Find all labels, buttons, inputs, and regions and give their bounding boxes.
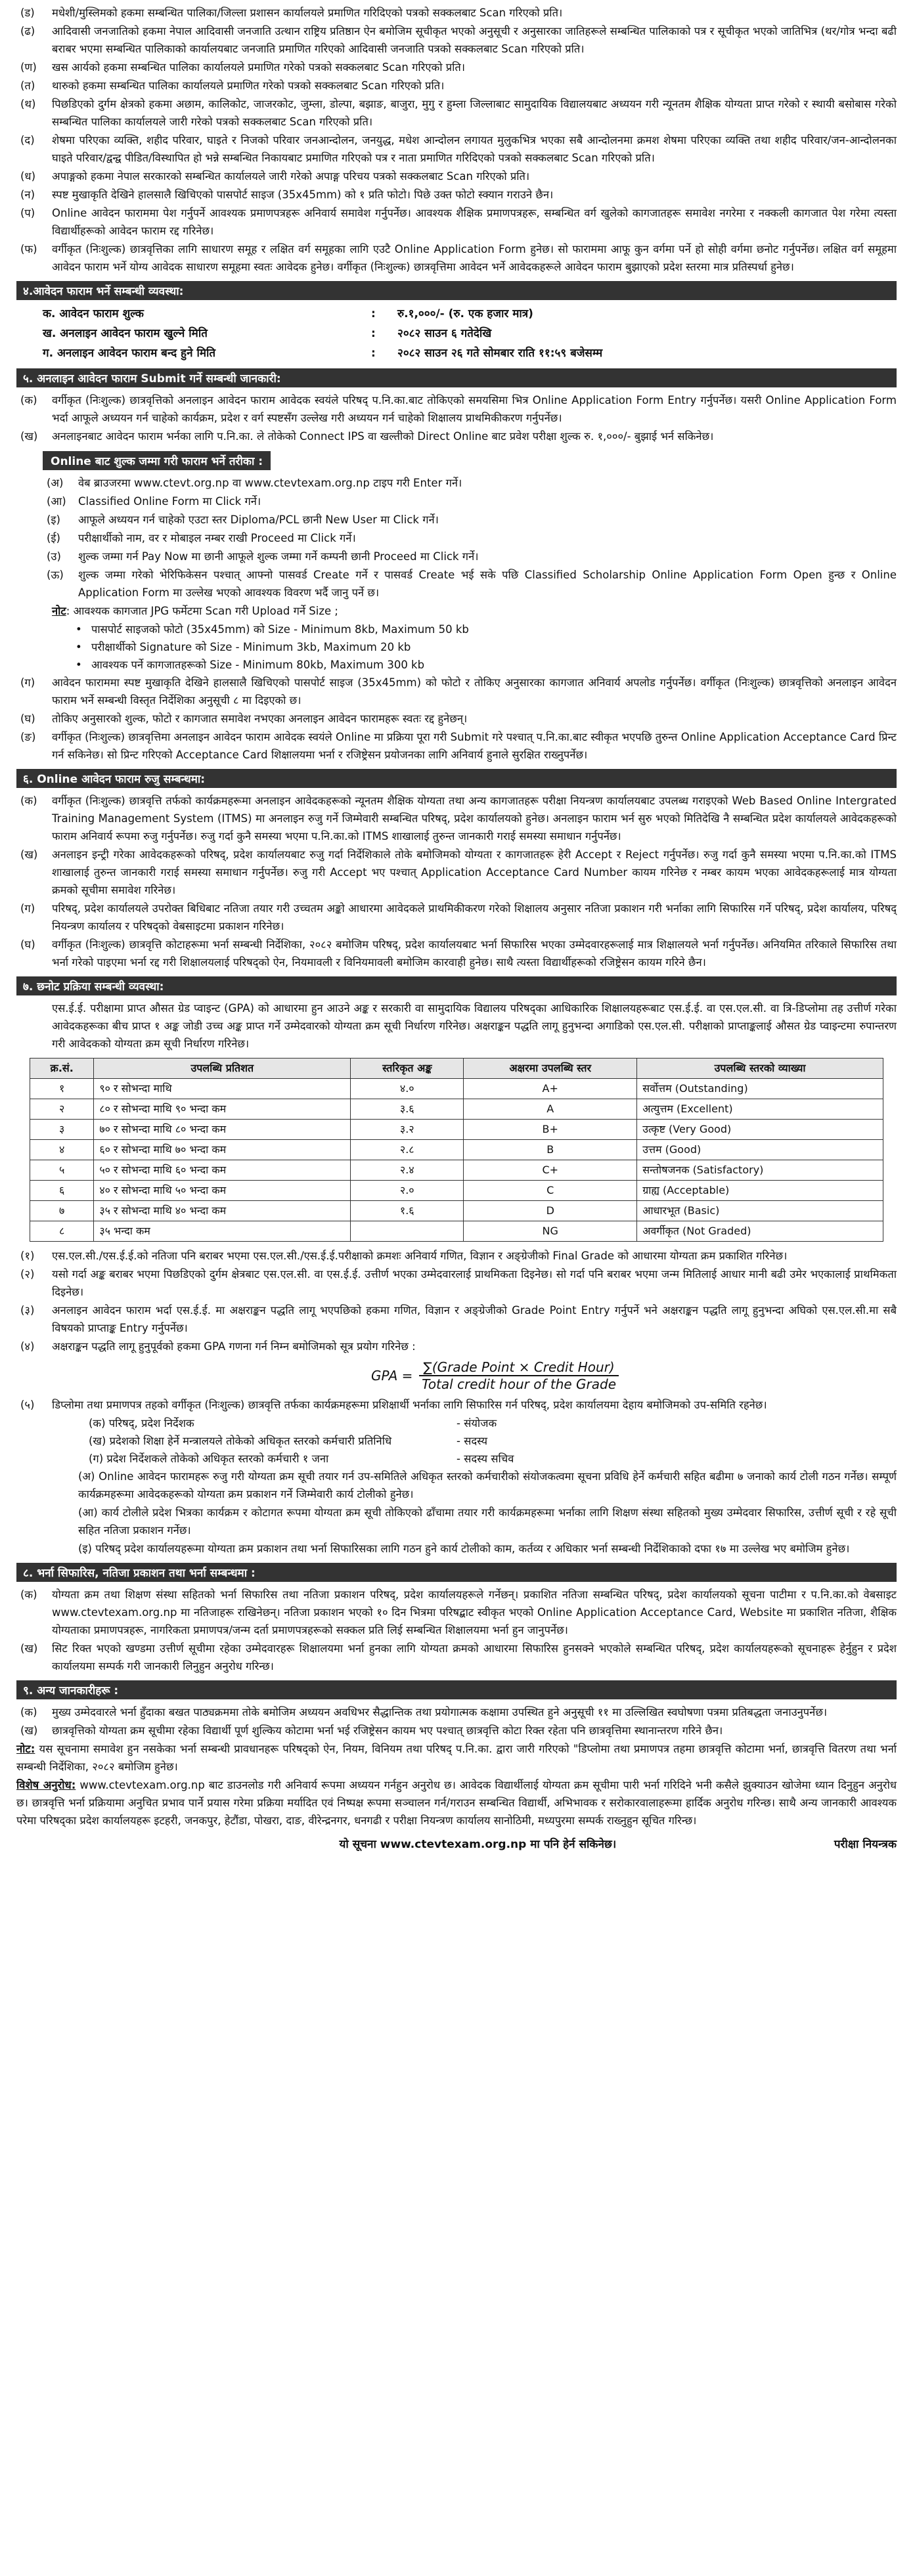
- item-text: (अ) Online आवेदन फारामहरू रुजु गरी योग्यता क्रम सूची तयार गर्न उप-समितिले अधिकृत स्तरको कर्मचारीको संयोजकत्वमा सूचना प्रविधि हेर्ने कर्मचारी सहित बढीमा ७ जनाको कार्य टोली गठन गर्नेछ। सम्पूर्ण कार्यक्रमहरूमा आवेदकहरूको योग्यता क्रम प्रकाशन गर्ने जिम्मेवारी कार्य टोलीको हुनेछ।: [78, 1470, 897, 1500]
- table-cell: ४.०: [351, 1079, 464, 1099]
- table-row: [30, 1079, 883, 1099]
- item-text: वर्गीकृत (निःशुल्क) छात्रवृत्ति कोटाहरूमा भर्ना सम्बन्धी निर्देशिका, २०८२ बमोजिम परिषद्, प्रदेश कार्यालयबाट भर्ना सिफारिस भएका उम्मेदवारहरूलाई मात्र शिक्षालयले भर्ना गर्नुपर्नेछ। अनियमित तरिकाले सिफारिस तथा भर्ना गरेको पाइएमा भर्ना रद्द गरी शिक्षालयलाई परिषद्को ऐन, नियमावली र विनियमावली बमोजिम कारवाही हुनेछ। साथै त्यस्ता विद्यार्थीहरूको रजिष्ट्रेसन कायम गरिने छैन।: [52, 938, 897, 969]
- table-row: [30, 1099, 883, 1120]
- item-marker: (क): [20, 1588, 37, 1601]
- formula-lhs: GPA =: [371, 1368, 413, 1384]
- section-7-item-5: (५) डिप्लोमा तथा प्रमाणपत्र तहको वर्गीकृत (निःशुल्क) छात्रवृत्ति तर्फका कार्यक्रमहरूमा प्रशिक्षार्थी भर्नाका लागि सिफारिस गर्न परिषद्, प्रदेश कार्यालयमा देहाय बमोजिमको उप-समिति रहनेछ।: [20, 1399, 767, 1411]
- section-7-title: ७. छनोट प्रक्रिया सम्बन्धी व्यवस्था:: [16, 976, 897, 995]
- item-text: यसो गर्दा अङ्क बराबर भएमा पिछडिएको दुर्गम क्षेत्रबाट एस.एल.सी. वा एस.ई.ई. उत्तीर्ण भएका उम्मेदवारलाई प्राथमिकता दिइनेछ। सो गर्दा पनि बराबर भएमा जन्म मितिलाई आधार मानी बढी उमेर भएकालाई प्राथमिकता दिइनेछ।: [52, 1268, 897, 1298]
- item-text: अपाङ्गको हकमा नेपाल सरकारको सम्बन्धित कार्यालयले जारी गरेको अपाङ्ग परिचय पत्रको सक्कलबाट Scan गरिएको प्रति।: [52, 170, 530, 183]
- item-text: वर्गीकृत (निःशुल्क) छात्रवृत्तिमा अनलाइन आवेदन फाराम आवेदक स्वयंले Online मा प्रक्रिया पूरा गरी Submit गरे पश्चात् प.नि.का.बाट स्वीकृत भएपछि तुरुन्त Online Application Acceptance Card प्रिन्ट गर्न सकिनेछ। सो प्रिन्ट गरिएको Acceptance Card शिक्षालयमा भर्ना र रजिष्ट्रेसन प्रयोजनका लागि अनिवार्य हुनाले सुरक्षित राख्नुपर्नेछ।: [52, 731, 897, 761]
- table-cell: ६: [30, 1181, 94, 1201]
- intro-item: [16, 167, 897, 185]
- fee-value: रु.१,०००/- (रु. एक हजार मात्र): [397, 307, 533, 320]
- section-5-items-2: [16, 674, 897, 764]
- fee-table: [16, 304, 897, 363]
- item-text: मधेशी/मुस्लिमको हकमा सम्बन्धित पालिका/जिल्ला प्रशासन कार्यालयले प्रमाणित गरिदिएको पत्रको सक्कलबाट Scan गरिएको प्रति।: [52, 7, 563, 19]
- item-text: तोकिए अनुसारको शुल्क, फोटो र कागजात समावेश नभएका अनलाइन आवेदन फारामहरू स्वतः रद्द हुनेछन्।: [52, 712, 468, 725]
- table-row: [30, 1120, 883, 1140]
- signature: परीक्षा नियन्त्रक: [834, 1838, 897, 1851]
- table-cell: उत्तम (Good): [637, 1140, 883, 1160]
- item-text: Classified Online Form मा Click गर्ने।: [78, 495, 261, 508]
- table-cell: [351, 1221, 464, 1242]
- item-text: शुल्क जम्मा गर्न Pay Now मा छानी आफूले शुल्क जम्मा गर्ने कम्पनी छानी Proceed मा Click गर्ने।: [78, 550, 479, 563]
- upload-size-list: [16, 621, 897, 674]
- table-cell: ग्राह्य (Acceptable): [637, 1181, 883, 1201]
- fee-value: २०८२ साउन ६ गतेदेखि: [397, 327, 492, 340]
- table-cell: आधारभूत (Basic): [637, 1201, 883, 1221]
- online-payment-subtitle: Online बाट शुल्क जम्मा गरी फाराम भर्ने तरीका :: [43, 451, 271, 470]
- section-5-title: ५. अनलाइन आवेदन फाराम Submit गर्ने सम्बन्धी जानकारी:: [16, 368, 897, 387]
- item-text: वर्गीकृत (निःशुल्क) छात्रवृत्ति तर्फको कार्यक्रमहरूमा अनलाइन आवेदकहरूको न्यूनतम शैक्षिक योग्यता तथा अन्य कागजातहरू परीक्षा नियन्त्रण कार्यालयबाट उपलब्ध गराइएको Web Based Online Intergrated Training Management System (ITMS) मा अनलाइन रुजु गर्ने जिम्मेवारी सम्बन्धित परिषद्, प्रदेश कार्यालयको हुनेछ। अनलाइन फाराम भर्न सुरु भएको मितिदेखि नै सम्बन्धित प्रदेश कार्यालयले आवेदकहरूको फाराम अनिवार्य रूपमा रुजु गर्नुपर्नेछ। रुजु गर्दा कुनै समस्या भएमा प.नि.का.को ITMS शाखालाई तुरुन्त जानकारी गराई समस्या समाधान गर्नुपर्नेछ।: [52, 795, 897, 842]
- online-step: [16, 529, 897, 547]
- section-6-title: ६. Online आवेदन फाराम रुजु सम्बन्धमा:: [16, 769, 897, 788]
- item-marker: (प): [20, 207, 35, 219]
- table-cell: १: [30, 1079, 94, 1099]
- section-7-item: [16, 1338, 897, 1355]
- item-marker: (क): [20, 795, 37, 807]
- item-text: Online आवेदन फाराममा पेश गर्नुपर्ने आवश्यक प्रमाणपत्रहरू अनिवार्य समावेश गर्नुपर्नेछ। आवश्यक शैक्षिक प्रमाणपत्रहरू, सम्बन्धित वर्ग खुलेको कागजातहरू समावेश नगरेमा र नक्कली कागजात पेश गरेमा त्यस्ता विद्यार्थीहरूको आवेदन फाराम रद्द गरिनेछ।: [52, 207, 897, 237]
- section-5-item: [16, 728, 897, 764]
- intro-item: [16, 95, 897, 131]
- table-cell: ३५ भन्दा कम: [94, 1221, 351, 1242]
- grade-table-header: उपलब्धि स्तरको व्याख्या: [637, 1059, 883, 1079]
- intro-item: [16, 131, 897, 167]
- section-7-items: [16, 1247, 897, 1355]
- section-9-title: ९. अन्य जानकारीहरू :: [16, 1680, 897, 1699]
- intro-items: [16, 4, 897, 276]
- table-cell: B: [464, 1140, 637, 1160]
- table-cell: अवर्गीकृत (Not Graded): [637, 1221, 883, 1242]
- section-8-title: ८. भर्ना सिफारिस, नतिजा प्रकाशन तथा भर्ना सम्बन्धमा :: [16, 1563, 897, 1582]
- item-text: वर्गीकृत (निःशुल्क) छात्रवृत्तिको अनलाइन आवेदन फाराम आवेदक स्वयंले परिषद् प.नि.का.बाट तोकिएको समयसिमा भित्र Online Application Form Entry गर्नुपर्नेछ। यसरी Online Application Form भर्दा आफूले अध्ययन गर्न चाहेको कार्यक्रम, प्रदेश र वर्ग स्पष्टसँग उल्लेख गरी अध्ययन गर्न चाहेको शिक्षालय प्राथमिकीकरण गर्नुपर्नेछ।: [52, 394, 897, 424]
- fee-label: ख. अनलाइन आवेदन फाराम खुल्ने मिति: [43, 327, 208, 340]
- table-cell: ६० र सोभन्दा माथि ७० भन्दा कम: [94, 1140, 351, 1160]
- item-marker: (त): [20, 79, 35, 92]
- item-marker: (थ): [20, 98, 36, 110]
- item-text: आदिवासी जनजातिको हकमा नेपाल आदिवासी जनजाति उत्थान राष्ट्रिय प्रतिष्ठान ऐन बमोजिम सूचीकृत भएको अनुसूची र अनुसारका जातिहरूले सम्बन्धित पालिकाको पत्र र सूचीकृत भएको जातिभित्र (थर/गोत्र भन्दा बढी बराबर भएमा सम्बन्धित पालिकाको कार्यालयबाट जनजाति प्रमाणित गरिएको आदिवासी जनजाति पत्रको सक्कलबाट Scan गरिएको प्रति।: [52, 25, 897, 55]
- section-7-item: [16, 1247, 897, 1265]
- committee-member: (ख) प्रदेशको शिक्षा हेर्ने मन्त्रालयले तोकेको अधिकृत स्तरको कर्मचारी प्रतिनिधि - सदस्य: [89, 1435, 488, 1447]
- item-text: मुख्य उम्मेदवारले भर्ना हुँदाका बखत पाठ्यक्रममा तोके बमोजिम अध्ययन अवधिभर सैद्धान्तिक तथा प्रयोगात्मक कक्षामा उपस्थित हुने अनुसूची ११ मा उल्लिखित स्वघोषणा पत्रमा प्रतिबद्धता जनाउनुपर्नेछ।: [52, 1706, 828, 1718]
- online-step: [16, 492, 897, 510]
- special-request: विशेष अनुरोध: www.ctevtexam.org.np बाट डाउनलोड गरी अनिवार्य रूपमा अध्ययन गर्नहुन अनुरोध छ। आवेदक विद्यार्थीलाई योग्यता क्रम सूचीमा पारी भर्ना गरिदिने भनी कसैले झुक्याउन खोजेमा ध्यान दिनुहुन अनुरोध छ। छात्रवृत्ति भर्ना प्रक्रियामा अनुचित प्रभाव पार्ने प्रयास गरेमा प्रक्रिया मर्यादित एवं निष्पक्ष रूपमा सञ्चालन गर्न/गराउन सम्बन्धित विद्यार्थी, अभिभावक र सरोकारवालाहरूमा हार्दिक अनुरोध गरिन्छ। साथै अन्य जानकारी आवश्यक परेमा परिषद्का प्रदेश कार्यालयहरू इटहरी, जनकपुर, हेटौंडा, पोखरा, दाङ, वीरेन्द्रनगर, धनगढी र परीक्षा नियन्त्रण कार्यालय सानोठिमी, मध्यपुरमा सम्पर्क राख्नुहुन सूचित गरिन्छ।: [16, 1779, 897, 1827]
- item-marker: (ण): [20, 61, 37, 74]
- section-5-items: [16, 391, 897, 445]
- section-7-sub-item: [16, 1468, 897, 1503]
- item-text: (इ) परिषद् प्रदेश कार्यालयहरूमा योग्यता क्रम प्रकाशन तथा भर्ना सिफारिसका लागि गठन हुने कार्य टोलीको काम, कर्तव्य र अधिकार भर्ना सम्बन्धी निर्देशिकाको दफा १७ मा उल्लेख भए बमोजिम हुनेछ।: [78, 1542, 850, 1555]
- item-text: शुल्क जम्मा गरेको भेरिफिकेसन पश्चात् आफ्नो पासवर्ड Create गर्ने र पासवर्ड Create भई सके पछि Classified Scholarship Online Application Form Open हुन्छ र Online Application Form मा उल्लेख भएको आवश्यक विवरण भर्दै जानु पर्ने छ।: [78, 569, 897, 599]
- item-marker: (घ): [20, 712, 35, 725]
- item-marker: (३): [20, 1304, 35, 1317]
- item-marker: (१): [20, 1250, 35, 1262]
- fee-label: क. आवेदन फाराम शुल्क: [43, 307, 144, 320]
- section-9-note: नोट: यस सूचनामा समावेश हुन नसकेका भर्ना सम्बन्धी प्रावधानहरू परिषद्को ऐन, नियम, विनियम तथा परिषद् प.नि.का. द्वारा जारी गरिएको "डिप्लोमा तथा प्रमाणपत्र तहमा छात्रवृत्ति कोटामा भर्ना, छात्रवृत्ति वितरण तथा भर्ना सम्बन्धी निर्देशिका, २०८२ बमोजिम हुनेछ।: [16, 1743, 897, 1773]
- footer: [16, 1836, 897, 1851]
- item-text: वेब ब्राउजरमा www.ctevt.org.np वा www.ctevtexam.org.np टाइप गरी Enter गर्ने।: [78, 477, 462, 489]
- item-marker: (ख): [20, 1724, 38, 1737]
- section-8-items: [16, 1586, 897, 1675]
- note-label: नोट: [52, 605, 66, 617]
- table-cell: NG: [464, 1221, 637, 1242]
- table-row: [30, 1181, 883, 1201]
- section-6-item: [16, 936, 897, 971]
- item-marker: (ङ): [20, 731, 36, 743]
- section-8-item: [16, 1640, 897, 1675]
- table-cell: सन्तोषजनक (Satisfactory): [637, 1160, 883, 1181]
- item-text: (आ) कार्य टोलीले प्रदेश भित्रका कार्यक्रम र कोटागत रूपमा योग्यता क्रम सूची तोकिएको ढाँचामा तयार गरी कार्यक्रमहरूमा भर्नाका लागि शिक्षण संस्था सहितको मुख्य उम्मेदवार सिफारिस, उत्तीर्ण सूची र रहे सूची सहित नतिजा प्रकाशन गर्नेछ।: [78, 1506, 897, 1537]
- table-cell: D: [464, 1201, 637, 1221]
- item-text: अक्षराङ्कन पद्धति लागू हुनुपूर्वको हकमा GPA गणना गर्न निम्न बमोजिमको सूत्र प्रयोग गरिनेछ :: [52, 1340, 416, 1353]
- table-cell: ३.६: [351, 1099, 464, 1120]
- section-7-item: [16, 1301, 897, 1337]
- table-cell: ९० र सोभन्दा माथि: [94, 1079, 351, 1099]
- item-marker: (इ): [47, 513, 60, 526]
- online-step: [16, 548, 897, 565]
- item-marker: (ग): [20, 676, 35, 689]
- online-step: [16, 566, 897, 601]
- grade-table-header: अक्षरमा उपलब्धि स्तर: [464, 1059, 637, 1079]
- section-7-sub-item: [16, 1504, 897, 1539]
- section-5-item: [16, 391, 897, 427]
- section-9-item: [16, 1703, 897, 1721]
- committee-member: (ग) प्रदेश निर्देशकले तोकेको अधिकृत स्तरको कर्मचारी १ जना - सदस्य सचिव: [89, 1452, 514, 1465]
- item-marker: (ई): [47, 532, 60, 544]
- section-6-items: [16, 792, 897, 971]
- section-6-item: [16, 846, 897, 899]
- table-cell: सर्वोत्तम (Outstanding): [637, 1079, 883, 1099]
- item-marker: (ख): [20, 1642, 38, 1655]
- table-cell: ५० र सोभन्दा माथि ६० भन्दा कम: [94, 1160, 351, 1181]
- table-cell: ७: [30, 1201, 94, 1221]
- item-marker: [43, 1468, 78, 1503]
- table-cell: अत्युत्तम (Excellent): [637, 1099, 883, 1120]
- upload-size-item: • परीक्षार्थीको Signature को Size - Minimum 3kb, Maximum 20 kb: [76, 641, 411, 653]
- grade-table: [30, 1058, 883, 1242]
- section-9-item: [16, 1722, 897, 1739]
- intro-item: [16, 58, 897, 76]
- item-marker: (ऊ): [47, 569, 64, 581]
- table-cell: ३.२: [351, 1120, 464, 1140]
- fee-label: ग. अनलाइन आवेदन फाराम बन्द हुने मिति: [43, 347, 216, 360]
- section-7-sub-items: [16, 1468, 897, 1558]
- intro-item: [16, 4, 897, 22]
- item-text: वर्गीकृत (निःशुल्क) छात्रवृत्तिका लागि साधारण समूह र लक्षित वर्ग समूहका लागि एउटै Online Application Form हुनेछ। सो फाराममा आफू कुन वर्गमा पर्ने हो सोही वर्गमा छनोट गर्नुपर्नेछ। लक्षित वर्ग समूहमा आवेदन फाराम भर्ने योग्य आवेदक साधारण समूहमा स्वतः आवेदक हुनेछ। वर्गीकृत (निःशुल्क) छात्रवृत्तिमा आवेदन भर्ने आवेदकहरूले आवेदन फाराम बुझाएको प्रदेश स्तरमा मात्र प्रतिस्पर्धा हुनेछ।: [52, 243, 897, 273]
- gpa-formula: [371, 1359, 897, 1392]
- item-marker: (न): [20, 188, 35, 201]
- intro-item: [16, 22, 897, 58]
- section-7-sub-item: [16, 1540, 897, 1558]
- table-cell: ३: [30, 1120, 94, 1140]
- section-5-item: [16, 674, 897, 709]
- item-marker: [43, 1504, 78, 1539]
- committee-member: (क) परिषद्, प्रदेश निर्देशक - संयोजक: [89, 1417, 497, 1430]
- table-cell: ७० र सोभन्दा माथि ८० भन्दा कम: [94, 1120, 351, 1140]
- table-cell: ४: [30, 1140, 94, 1160]
- table-cell: २.४: [351, 1160, 464, 1181]
- item-text: खस आर्यको हकमा सम्बन्धित पालिका कार्यालयले प्रमाणित गरेको पत्रको सक्कलबाट Scan गरिएको प्रति।: [52, 61, 466, 74]
- table-cell: ८: [30, 1221, 94, 1242]
- table-cell: ४० र सोभन्दा माथि ५० भन्दा कम: [94, 1181, 351, 1201]
- upload-size-item: • पासपोर्ट साइजको फोटो (35x45mm) को Size - Minimum 8kb, Maximum 50 kb: [76, 623, 469, 636]
- intro-item: [16, 240, 897, 276]
- upload-note: [16, 602, 897, 620]
- online-step: [16, 474, 897, 492]
- item-marker: (आ): [47, 495, 66, 508]
- table-cell: २: [30, 1099, 94, 1120]
- table-cell: ५: [30, 1160, 94, 1181]
- item-marker: (घ): [20, 938, 35, 951]
- item-marker: (ढ): [20, 25, 35, 37]
- section-6-item: [16, 900, 897, 935]
- item-marker: (फ): [20, 243, 37, 255]
- section-7-item: [16, 1265, 897, 1301]
- item-text: अनलाइनबाट आवेदन फाराम भर्नका लागि प.नि.का. ले तोकेको Connect IPS वा खल्तीको Direct Online बाट प्रवेश परीक्षा शुल्क रु. १,०००/- बुझाई भर्न सकिनेछ।: [52, 430, 714, 443]
- item-text: अनलाइन इन्ट्री गरेका आवेदकहरूको परिषद्, प्रदेश कार्यालयबाट रुजु गर्दा निर्देशिकाले तोके बमोजिमको योग्यता र कागजातहरू हेरी Accept र Reject गर्नुपर्नेछ। रुजु गर्दा कुनै समस्या भएमा प.नि.का.को ITMS शाखालाई तुरुन्त जानकारी गराई समस्या समाधान गर्नुपर्नेछ। रुजु गरी Accept भए पश्चात् Application Acceptance Card Number कायम गरिनेछ र नम्बर कायम भएका आवेदकहरूलाई मात्र योग्यता क्रमको सूचीमा समावेश गरिनेछ।: [52, 848, 897, 896]
- section-5-item: [16, 427, 897, 445]
- table-row: [30, 1201, 883, 1221]
- table-cell: B+: [464, 1120, 637, 1140]
- item-marker: (४): [20, 1340, 35, 1353]
- formula-denominator: Total credit hour of the Grade: [422, 1376, 617, 1392]
- item-text: थारुको हकमा सम्बन्धित पालिका कार्यालयले प्रमाणित गरेको पत्रको सक्कलबाट Scan गरिएको प्रति।: [52, 79, 445, 92]
- grade-table-header: स्तरिकृत अङ्क: [351, 1059, 464, 1079]
- section-5-item: [16, 710, 897, 728]
- item-marker: (ख): [20, 848, 38, 861]
- table-cell: १.६: [351, 1201, 464, 1221]
- table-cell: C: [464, 1181, 637, 1201]
- notice-page: [16, 0, 897, 1851]
- item-marker: (२): [20, 1268, 35, 1280]
- item-text: शेषमा परिएका व्यक्ति, शहीद परिवार, घाइते र निजको परिवार जनआन्दोलन, जनयुद्ध, मधेश आन्दोलन लगायत मुलुकभित्र भएका सबै आन्दोलनमा क्रमश शेषमा परिएका व्यक्ति तथा शहीद परिवार/जन-आन्दोलनका घाइते परिवार/द्वन्द्व पीडित/विस्थापित हो भन्ने सम्बन्धित निकायबाट प्रमाणित गरिएको पत्र र नाता प्रमाणित गरिदिएको पत्रको सक्कलबाट Scan गरिएको प्रति।: [52, 134, 897, 164]
- table-row: [30, 1160, 883, 1181]
- online-step: [16, 511, 897, 529]
- table-cell: A: [464, 1099, 637, 1120]
- item-text: एस.एल.सी./एस.ई.ई.को नतिजा पनि बराबर भएमा एस.एल.सी./एस.ई.ई.परीक्षाको क्रमशः अनिवार्य गणित, विज्ञान र अङ्ग्रेजीको Final Grade को आधारमा योग्यता क्रम प्रकाशित गरिनेछ।: [52, 1250, 788, 1262]
- section-4-title: ४.आवेदन फाराम भर्ने सम्बन्धी व्यवस्था:: [16, 281, 897, 300]
- online-steps: [16, 474, 897, 601]
- table-row: [30, 1221, 883, 1242]
- note-text: : आवश्यक कागजात JPG फर्मेटमा Scan गरी Upload गर्ने Size ;: [66, 605, 338, 617]
- item-text: योग्यता क्रम तथा शिक्षण संस्था सहितको भर्ना सिफारिस तथा नतिजा प्रकाशन परिषद्, प्रदेश कार्यालयहरूले गर्नेछन्। प्रकाशित नतिजा सम्बन्धित परिषद्, प्रदेश कार्यालयको सूचना पाटीमा र प.नि.का.को वेबसाइट www.ctevtexam.org.np मा नतिजाहरू राखिनेछन्। नतिजा प्रकाशन भएको १० दिन भित्रमा परिषद्बाट स्वीकृत भएको Online Application Acceptance Card, Website मा प्रकाशित नतिजा, शैक्षिक योग्यताका प्रमाणपत्रहरू, नागरिकता प्रमाणपत्र/जन्म दर्ता प्रमाणपत्रहरूको सक्कल प्रति लिई सम्बन्धित शिक्षालयमा भर्ना हुन जानुपर्नेछ।: [52, 1588, 897, 1636]
- grade-table-header: उपलब्धि प्रतिशत: [94, 1059, 351, 1079]
- item-marker: (क): [20, 394, 37, 406]
- item-marker: (ध): [20, 170, 36, 183]
- fee-value: २०८२ साउन २६ गते सोमबार राति ११:५९ बजेसम्म: [397, 347, 603, 360]
- fee-row: क. आवेदन फाराम शुल्क : रु.१,०००/- (रु. एक हजार मात्र): [16, 304, 897, 324]
- table-cell: A+: [464, 1079, 637, 1099]
- item-text: छात्रवृत्तिको योग्यता क्रम सूचीमा रहेका विद्यार्थी पूर्ण शुल्किय कोटामा भर्ना भई रजिष्ट्रेसन कायम भए पश्चात् छात्रवृत्ति कोटा रिक्त रहेता पनि छात्रवृत्तिमा स्थानान्तरण गरिने छैन।: [52, 1724, 723, 1737]
- section-9-items: [16, 1703, 897, 1739]
- table-cell: २.८: [351, 1140, 464, 1160]
- item-marker: (ख): [20, 430, 38, 443]
- section-6-item: [16, 792, 897, 845]
- upload-size-item: • आवश्यक पर्ने कागजातहरूको Size - Minimum 80kb, Maximum 300 kb: [76, 659, 425, 671]
- item-marker: [43, 1540, 78, 1558]
- item-text: अनलाइन आवेदन फाराम भर्दा एस.ई.ई. मा अक्षराङ्कन पद्धति लागू भएपछिको हकमा गणित, विज्ञान र अङ्ग्रेजीको Grade Point Entry गर्नुपर्ने भने अक्षराङ्कन पद्धति लागू हुनुभन्दा अघिको एस.एल.सी.मा सबै विषयको प्राप्ताङ्क Entry गर्नुपर्नेछ।: [52, 1304, 897, 1334]
- committee-list: [16, 1414, 897, 1468]
- item-text: सिट रिक्त भएको खण्डमा उत्तीर्ण सूचीमा रहेका उम्मेदवारहरू शिक्षालयमा भर्ना हुनका लागि योग्यता क्रमको आधारमा सिफारिस हुनसक्ने भएकोले सम्बन्धित परिषद्, प्रदेश कार्यालयहरूको सूचनाहरू हेर्नुहुन र प्रदेश कार्यालयमा सम्पर्क गरी जानकारी लिनुहुन अनुरोध गरिन्छ।: [52, 1642, 897, 1672]
- fee-row: ग. अनलाइन आवेदन फाराम बन्द हुने मिति : २०८२ साउन २६ गते सोमबार राति ११:५९ बजेसम्म: [16, 343, 897, 363]
- table-cell: ८० र सोभन्दा माथि ९० भन्दा कम: [94, 1099, 351, 1120]
- section-7-intro: एस.ई.ई. परीक्षामा प्राप्त औसत ग्रेड प्वाइन्ट (GPA) को आधारमा हुन आउने अङ्क र सरकारी वा सामुदायिक विद्यालय परिषद्का आधिकारिक शिक्षालयहरूबाट एस.ई.ई. वा एस.एल.सी. वा त्रि-डिप्लोमा तह उत्तीर्ण गरेका आवेदकहरूका बीच प्राप्त १ अङ्क जोडी उच्च अङ्क प्राप्त गर्ने उम्मेदवारको योग्यता क्रम सूची निर्धारण गरिनेछ। अक्षराङ्कन पद्धति लागू हुनुभन्दा अगाडिको एस.एल.सी. परीक्षाको प्राप्ताङ्कलाई औसत ग्रेड प्वाइन्टमा रुपान्तरण गरी आवेदकको योग्यता क्रम सूची निर्धारण गरिनेछ।: [52, 1002, 897, 1050]
- item-text: आफूले अध्ययन गर्न चाहेको एउटा स्तर Diploma/PCL छानी New User मा Click गर्ने।: [78, 513, 439, 526]
- item-marker: (द): [20, 134, 35, 146]
- formula-numerator: ∑(Grade Point × Credit Hour): [419, 1359, 618, 1376]
- item-marker: (क): [20, 1706, 37, 1718]
- item-text: परिषद्, प्रदेश कार्यालयले उपरोक्त बिधिबाट नतिजा तयार गरी उच्चतम अङ्को आधारमा आवेदकले प्राथमिकीकरण गरेको शिक्षालय अनुसार नतिजा प्रकाशन गरी भर्नाका लागि सिफारिस गर्ने परिषद्, प्रदेश कार्यालय, परिषद् नियन्त्रण कार्यालय र परिषद्को वेबसाइटमा प्रकाशन गरिनेछ।: [52, 902, 897, 932]
- item-text: परीक्षार्थीको नाम, वर र मोबाइल नम्बर राखी Proceed मा Click गर्ने।: [78, 532, 356, 544]
- intro-item: [16, 77, 897, 95]
- item-marker: (ग): [20, 902, 35, 915]
- intro-item: [16, 186, 897, 204]
- table-cell: ३५ र सोभन्दा माथि ४० भन्दा कम: [94, 1201, 351, 1221]
- table-row: [30, 1140, 883, 1160]
- table-cell: उत्कृष्ट (Very Good): [637, 1120, 883, 1140]
- intro-item: [16, 204, 897, 240]
- item-text: पिछडिएको दुर्गम क्षेत्रको हकमा अछाम, कालिकोट, जाजरकोट, जुम्ला, डोल्पा, बझाङ, बाजुरा, मुगु र हुम्ला जिल्लाबाट सामुदायिक विद्यालयबाट अध्ययन गरी न्यूनतम शैक्षिक योग्यता प्राप्त गरेको र स्थायी बसोबास गरेको सम्बन्धित पालिका कार्यालयले जारी गरेको पत्रको सक्कलबाट Scan गरिएको प्रति।: [52, 98, 897, 128]
- section-8-item: [16, 1586, 897, 1639]
- item-text: आवेदन फाराममा स्पष्ट मुखाकृति देखिने हालसालै खिचिएको पासपोर्ट साइज (35x45mm) को फोटो र तोकिए अनुसारका कागजात अनिवार्य अपलोड गर्नुपर्नेछ। वर्गीकृत (निःशुल्क) छात्रवृत्तिको अनलाइन आवेदन फाराम भर्ने सम्बन्धी विस्तृत निर्देशिका अनुसूची ८ मा दिइएको छ।: [52, 676, 897, 707]
- fee-row: ख. अनलाइन आवेदन फाराम खुल्ने मिति : २०८२ साउन ६ गतेदेखि: [16, 324, 897, 343]
- grade-table-header: क्र.सं.: [30, 1059, 94, 1079]
- item-text: स्पष्ट मुखाकृति देखिने हालसालै खिचिएको पासपोर्ट साइज (35x45mm) को १ प्रति फोटो। पिछे उक्त फोटो स्क्यान गराउने छैन।: [52, 188, 554, 201]
- item-marker: (अ): [47, 477, 64, 489]
- closing-line: यो सूचना www.ctevtexam.org.np मा पनि हेर्न सकिनेछ।: [339, 1838, 617, 1851]
- table-cell: २.०: [351, 1181, 464, 1201]
- table-cell: C+: [464, 1160, 637, 1181]
- item-marker: (ड): [20, 7, 35, 19]
- item-marker: (उ): [47, 550, 61, 563]
